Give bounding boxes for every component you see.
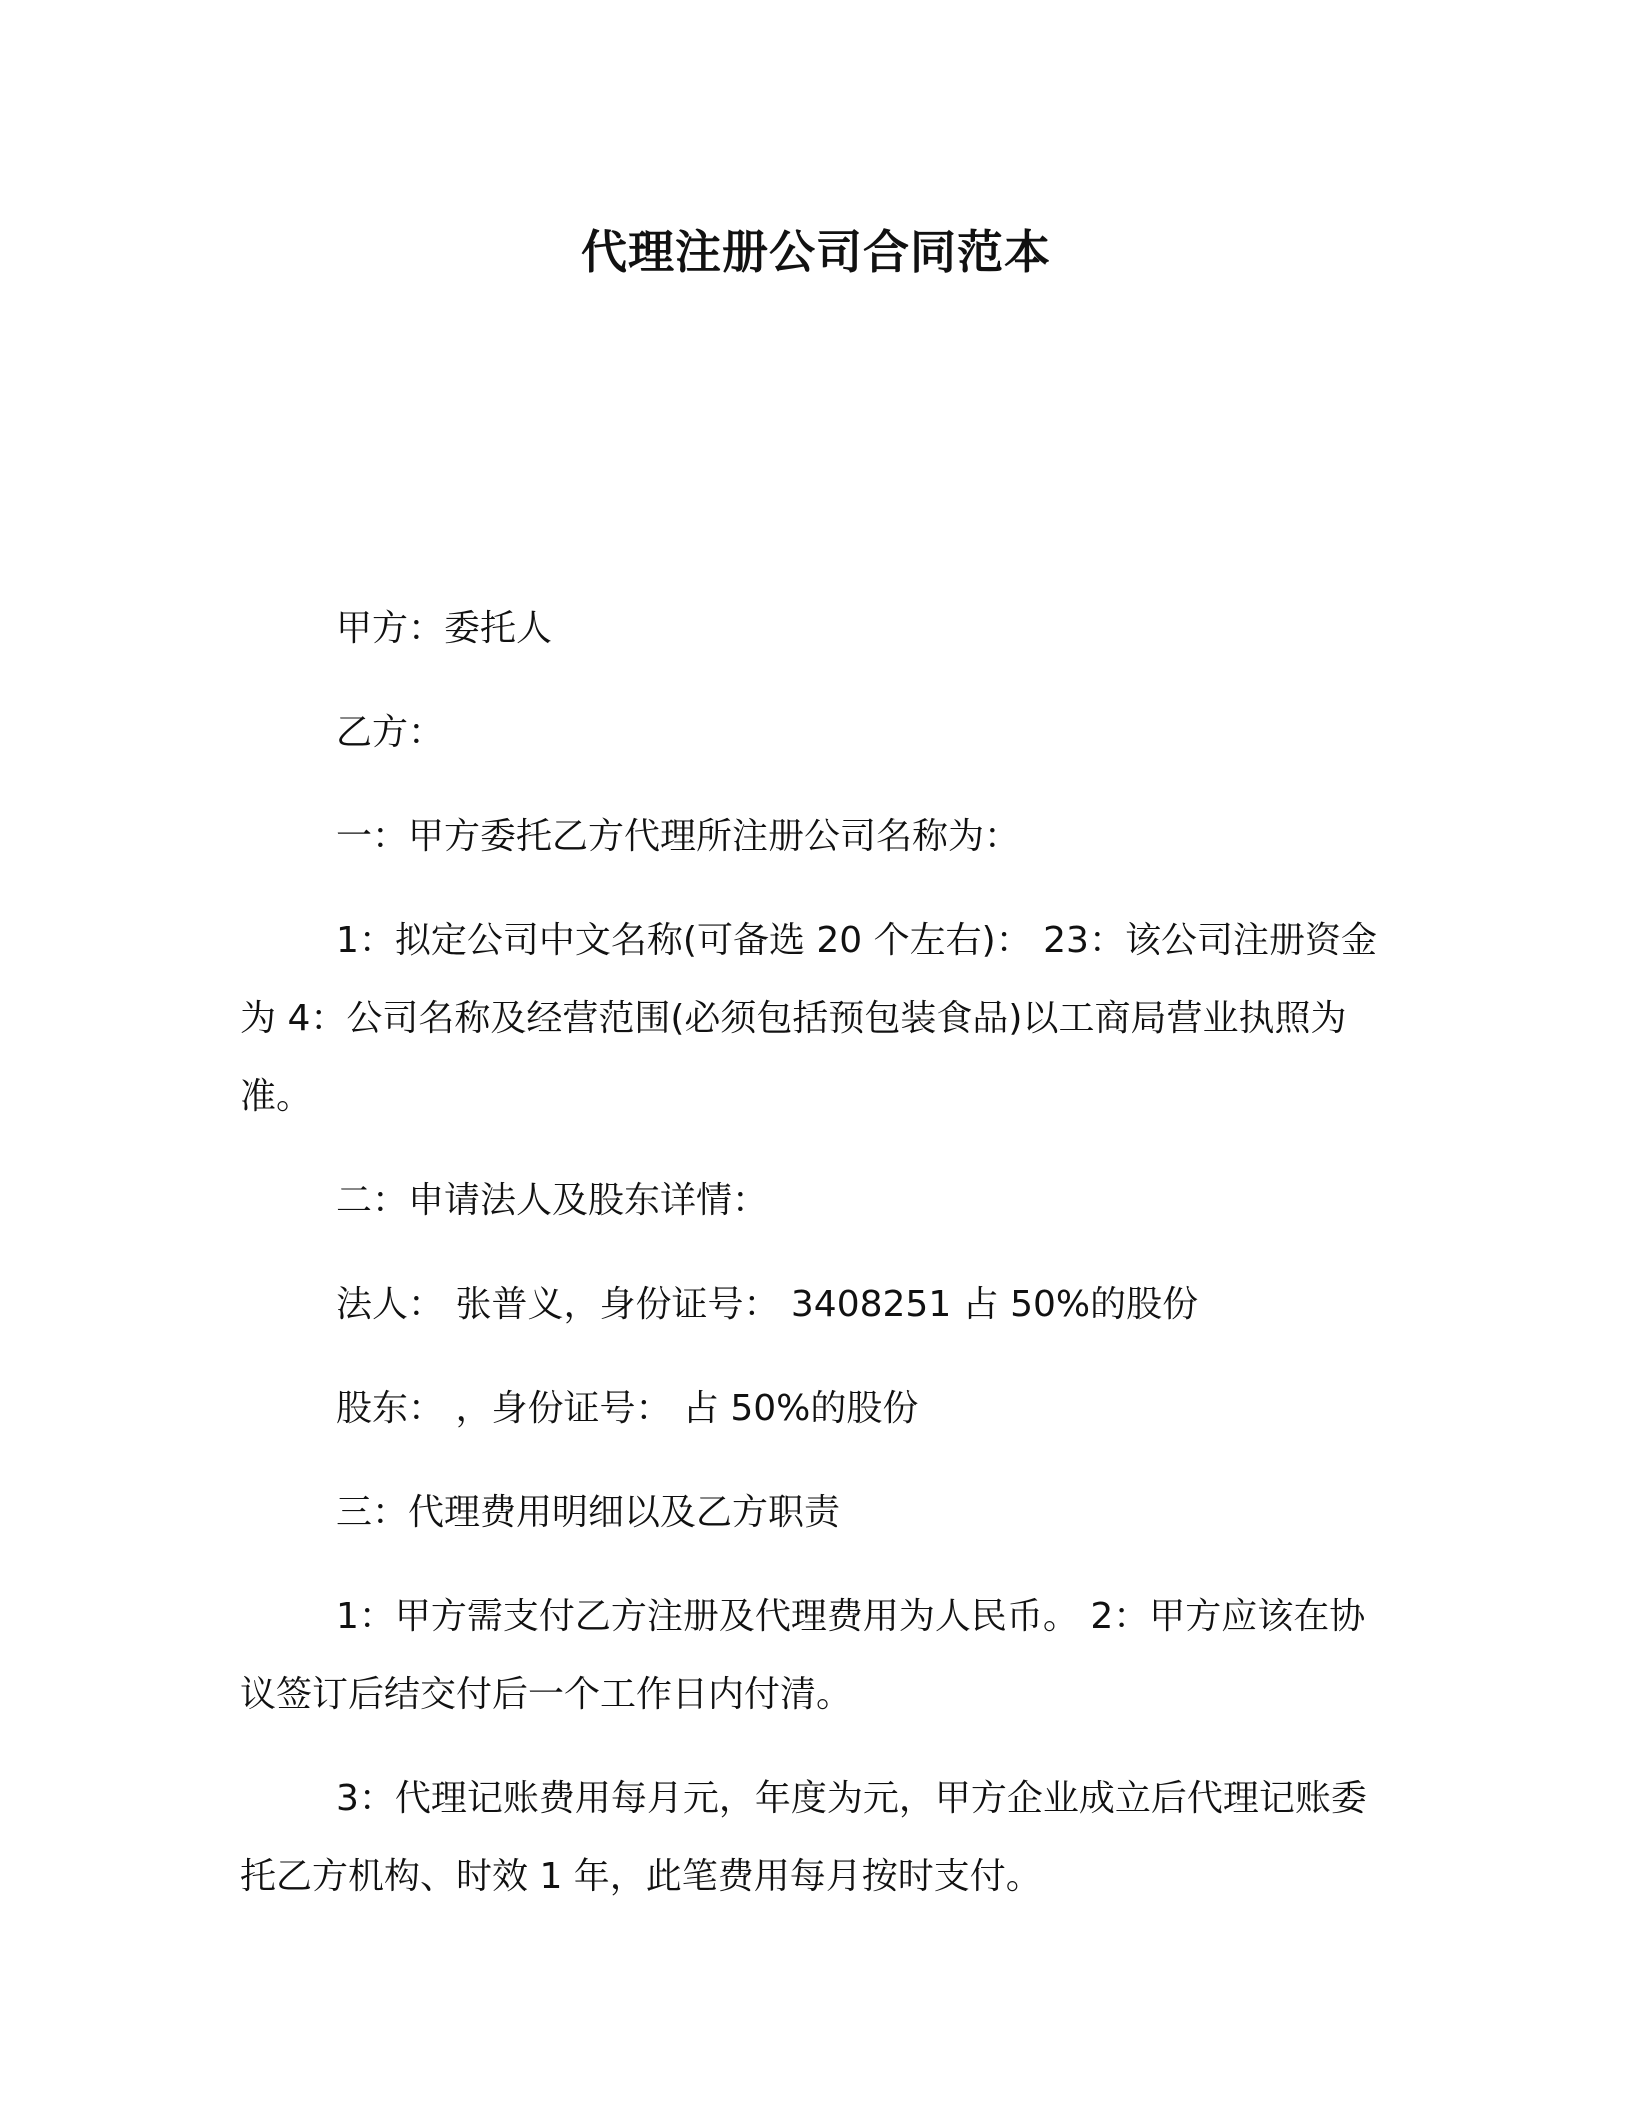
section-two-heading: 二：申请法人及股东详情： (336, 1180, 769, 1221)
legal-person-line: 法人： 张普义，身份证号： 3408251 占 50%的股份 (336, 1284, 1199, 1325)
section-three-heading: 三：代理费用明细以及乙方职责 (336, 1492, 841, 1533)
section-three-item-1: 1：甲方需支付乙方注册及代理费用为人民币。 2：甲方应该在协议签订后结交付后一个工作日内付清。 (240, 1596, 1366, 1715)
section-one-heading: 一：甲方委托乙方代理所注册公司名称为： (336, 816, 1021, 857)
section-three-item-3: 3：代理记账费用每月元，年度为元，甲方企业成立后代理记账委托乙方机构、时效 1 年，此笔费用每月按时支付。 (240, 1778, 1367, 1897)
party-b-line: 乙方： (336, 712, 445, 753)
document-body (240, 590, 1380, 1942)
party-a-line: 甲方：委托人 (336, 608, 553, 649)
shareholder-line: 股东： ，身份证号： 占 50%的股份 (336, 1388, 919, 1429)
section-one-item-1: 1：拟定公司中文名称(可备选 20 个左右)： 23：该公司注册资金为 4：公司名称及经营范围(必须包括预包装食品)以工商局营业执照为准。 (240, 920, 1377, 1117)
document-title: 代理注册公司合同范本 (581, 225, 1051, 279)
